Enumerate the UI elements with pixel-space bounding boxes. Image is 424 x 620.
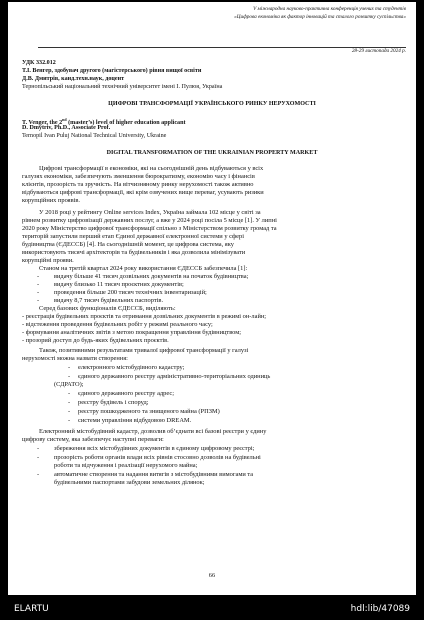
en-author-1: T. Venger, the 2nd (master’s) level of higher education applicant bbox=[22, 117, 186, 127]
list2-item-3: - формування аналітичних звітів з метою покращення управління будівництвом; bbox=[22, 329, 242, 336]
list2-item-1: - реєстрація будівельних проєктів та отримання дозвільних документів в режимі он-лайн; bbox=[22, 313, 267, 320]
para6-line-2: цифрову систему, яка забезпечує наступні переваги: bbox=[22, 436, 164, 443]
list1-item-2: видачу близько 11 тисяч проєктних документів; bbox=[54, 281, 184, 288]
list1-dash: - bbox=[37, 281, 40, 288]
para2-line-4: територій запустили перший етап Єдиної державної електронної системи у сфері bbox=[22, 233, 244, 240]
para2-line-1: У 2018 році у рейтингу Online services Index, Україна займала 102 місце у світі за bbox=[39, 209, 261, 216]
list1-dash: - bbox=[37, 289, 40, 296]
list3-item-4: реєстру будівель і споруд; bbox=[78, 399, 149, 406]
list3-dash: - bbox=[68, 399, 71, 406]
udc-code: УДК 332.012 bbox=[22, 60, 56, 66]
list3-dash: - bbox=[68, 373, 71, 380]
para1-line-1: Цифрові трансформації в економіки, які на сьогоднішній день відбуваються у всіх bbox=[39, 165, 264, 172]
ua-author-2: Д.В. Дмитрів, канд.техн.наук, доцент bbox=[22, 76, 125, 82]
para5-line-1: Також, позитивними результатами тривалої цифрової трансформації у галузі bbox=[39, 347, 249, 354]
en-author-2: D. Dmytriv, Ph.D., Associate Prof. bbox=[22, 125, 111, 131]
list4-dash: - bbox=[37, 471, 40, 478]
para6-line-1: Електронний містобудівний кадастр, дозволив об’єднати всі базові реєстри у єдину bbox=[39, 428, 267, 435]
document-page bbox=[8, 2, 416, 595]
footer-bar bbox=[0, 596, 424, 620]
page-number: 66 bbox=[208, 572, 216, 579]
list4-item-1: збереження всіх містобудівних документів в єдиному цифровому реєстрі; bbox=[54, 445, 255, 452]
para1-line-3: клієнтів, прозорість та зручність. На вітчизняному ринку нерухомості також активно bbox=[22, 181, 254, 188]
list4-dash: - bbox=[37, 454, 40, 461]
list3-dash: - bbox=[68, 390, 71, 397]
list4-item-2: прозорість роботи органів влади всіх рівнів стосовно дозволів на будівельні bbox=[54, 454, 261, 461]
para5-line-2: нерухомості можна назвати створення: bbox=[22, 355, 128, 362]
list3-dash: - bbox=[68, 417, 71, 424]
list3-item-5: реєстру пошкодженого та знищеного майна (РПЗМ) bbox=[78, 408, 220, 415]
list1-item-3: проведення більше 200 тисяч технічних інвентаризацій; bbox=[54, 289, 207, 296]
list1-dash: - bbox=[37, 273, 40, 280]
list1-dash: - bbox=[37, 297, 40, 304]
list4-item-3: автоматичне створення та надання витягів з містобудівними вимогами та bbox=[54, 471, 254, 478]
list3-dash: - bbox=[68, 364, 71, 371]
ua-title: ЦИФРОВІ ТРАНСФОРМАЦІЇ УКРАЇНСЬКОГО РИНКУ НЕРУХОМОСТІ bbox=[108, 101, 316, 107]
list2-item-2: - відстеження проведення будівельних робіт у режимі реального часу; bbox=[22, 321, 213, 328]
para2-line-2: рівнем розвитку цифровізації державних послуг, а вже у 2024 році посіла 5 місце [1]. У липні bbox=[22, 217, 277, 224]
list3-item-1: електронного містобудівного кадастру; bbox=[78, 364, 185, 371]
list3-item-3: єдиного державного реєстру адрес; bbox=[78, 390, 174, 397]
list2-item-4: - прозорий доступ до будь-яких будівельних проєктів. bbox=[22, 337, 169, 344]
en-title: DIGITAL TRANSFORMATION OF THE UKRAINIAN PROPERTY MARKET bbox=[106, 150, 318, 156]
en-affiliation: Ternopil Ivan Puluj National Technical University, Ukraine bbox=[22, 133, 167, 139]
para1-line-2: галузях економіки, забезпечують зменшення бюрократизму, економію часу і фінансів bbox=[22, 173, 255, 180]
handle-label: hdl:lib/47089 bbox=[350, 604, 410, 614]
list1-item-1: видачу більше 41 тисяч дозвільних документів на початок будівництва; bbox=[54, 273, 249, 280]
header-rule bbox=[38, 47, 406, 48]
conference-date: 28-29 листопада 2024 р. bbox=[351, 48, 406, 54]
para2-line-5: будівництва (ЄДЕССБ) [4]. На сьогоднішній момент, це цифрова система, яку bbox=[22, 241, 234, 248]
list3-dash: - bbox=[68, 408, 71, 415]
conference-header-line-2: «Цифрова економіка як фактор інновацій та сталого розвитку суспільства» bbox=[234, 14, 406, 20]
list4-dash: - bbox=[37, 445, 40, 452]
list3-item-2-cont: (СДРАТО); bbox=[54, 381, 84, 388]
ua-affiliation: Тернопільський національний технічний університет імені І. Пулюя, Україна bbox=[22, 84, 223, 90]
conference-header-line-1: V міжнародна науково-практична конференція учених та студентів bbox=[253, 6, 406, 12]
para2-line-3: 2020 року Міністерство цифрової трансформації спільно з Міністерством розвитку громад та bbox=[22, 225, 277, 232]
list4-item-3-cont: будівельними паспортами забудови земельних ділянок; bbox=[54, 479, 205, 486]
list1-item-4: видачу 8,7 тисяч будівельних паспортів. bbox=[54, 297, 164, 304]
para4: Серед базових функціоналів ЄДЕССБ, виділяють: bbox=[39, 305, 176, 312]
para2-line-6: використовують тисячі архітекторів та будівельників і яка дозволила мінімізувати bbox=[22, 249, 246, 256]
repository-label: ELARTU bbox=[14, 604, 49, 614]
list4-item-2-cont: роботи та відчуження і реалізації нерухомого майна; bbox=[54, 462, 198, 469]
para3: Станом на третій квартал 2024 року використання ЄДЕССБ забезпечила [1]: bbox=[39, 265, 248, 272]
ua-author-1: Т.І. Венгер, здобувач другого (магістерського) рівня вищої освіти bbox=[22, 68, 202, 74]
list3-item-6: системи управління відбудовою DREAM. bbox=[78, 417, 192, 424]
list3-item-2: єдиного державного реєстру адміністративно-територіальних одиниць bbox=[78, 373, 271, 380]
para2-line-7: корупційні прояви. bbox=[22, 257, 74, 264]
para1-line-5: корупційних проявів. bbox=[22, 197, 80, 204]
para1-line-4: відбуваються цифрові трансформації, які крім озвучених вище переваг, усувають ризики bbox=[22, 189, 264, 196]
